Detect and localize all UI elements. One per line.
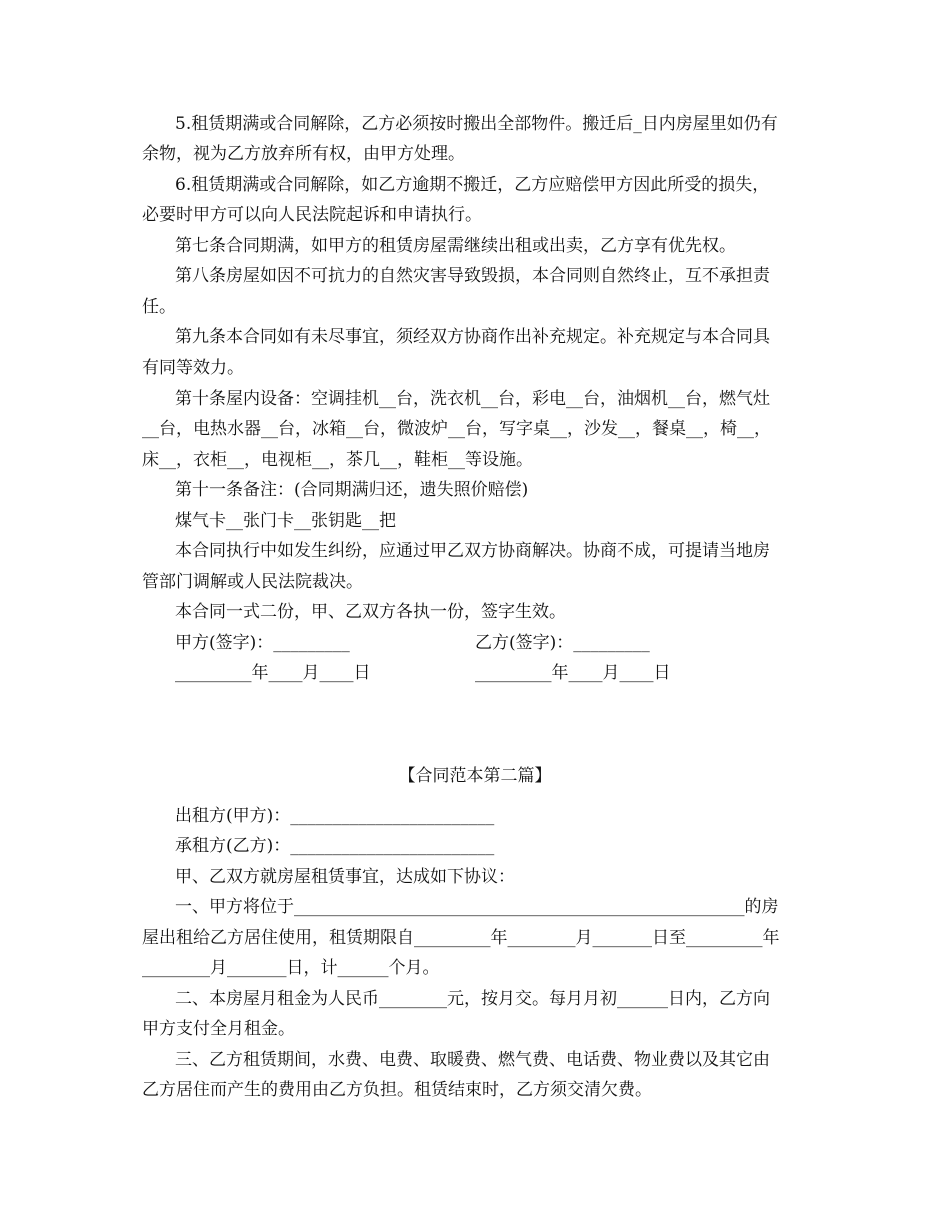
section-2-title: 【合同范本第二篇】: [398, 766, 552, 786]
term-1-line-3: ________月_______日，计______个月。: [142, 958, 440, 978]
clause-6-line-2: 必要时甲方可以向人民法院起诉和申请执行。: [142, 205, 482, 225]
dispute-line-2: 管部门调解或人民法院裁决。: [142, 572, 363, 592]
term-2-line-1: 二、本房屋月租金为人民币________元，按月交。每月月初______日内，乙方向: [175, 989, 770, 1009]
article-8-line-1: 第八条房屋如因不可抗力的自然灾害导致毁损，本合同则自然终止，互不承担责: [175, 266, 770, 286]
clause-5-line-1: 5.租赁期满或合同解除，乙方必须按时搬出全部物件。搬迁后_日内房屋里如仍有: [175, 114, 778, 134]
party-a-date: _________年____月____日: [175, 663, 371, 683]
lessee-field: 承租方(乙方)：________________________: [175, 836, 495, 856]
clause-5-line-2: 余物，视为乙方放弃所有权，由甲方处理。: [142, 144, 465, 164]
article-10-line-2: __台，电热水器__台，冰箱__台，微波炉__台，写字桌__，沙发__，餐桌__，椅__，: [142, 419, 771, 439]
article-9-line-1: 第九条本合同如有未尽事宜，须经双方协商作出补充规定。补充规定与本合同具: [175, 327, 770, 347]
term-3-line-2: 乙方居住而产生的费用由乙方负担。租赁结束时，乙方须交清欠费。: [142, 1080, 652, 1100]
party-b-date: _________年____月____日: [475, 663, 671, 683]
keys-list: 煤气卡__张门卡__张钥匙__把: [175, 511, 396, 531]
article-10-line-1: 第十条屋内设备：空调挂机__台，洗衣机__台，彩电__台，油烟机__台，燃气灶: [175, 389, 770, 409]
lessor-field: 出租方(甲方)：________________________: [175, 806, 495, 826]
clause-6-line-1: 6.租赁期满或合同解除，如乙方逾期不搬迁，乙方应赔偿甲方因此所受的损失，: [175, 175, 770, 195]
party-a-signature: 甲方(签字)：_________: [175, 633, 350, 653]
term-3-line-1: 三、乙方租赁期间，水费、电费、取暖费、燃气费、电话费、物业费以及其它由: [175, 1050, 770, 1070]
article-10-line-3: 床__，衣柜__，电视柜__，茶几__，鞋柜__等设施。: [142, 450, 533, 470]
term-1-line-2: 屋出租给乙方居住使用，租赁期限自_________年________月_______日至_________年: [142, 928, 780, 948]
party-b-signature: 乙方(签字)：_________: [475, 633, 650, 653]
term-2-line-2: 甲方支付全月租金。: [142, 1019, 295, 1039]
copies-clause: 本合同一式二份，甲、乙双方各执一份，签字生效。: [175, 602, 566, 622]
article-7: 第七条合同期满，如甲方的租赁房屋需继续出租或出卖，乙方享有优先权。: [175, 236, 736, 256]
term-1-line-1: 一、甲方将位于_____________________________________________________的房: [175, 897, 779, 917]
agreement-intro: 甲、乙双方就房屋租赁事宜，达成如下协议：: [175, 867, 515, 887]
dispute-line-1: 本合同执行中如发生纠纷，应通过甲乙双方协商解决。协商不成，可提请当地房: [175, 541, 770, 561]
article-9-line-2: 有同等效力。: [142, 358, 244, 378]
article-8-line-2: 任。: [142, 297, 176, 317]
article-11: 第十一条备注：(合同期满归还，遗失照价赔偿): [175, 480, 529, 500]
